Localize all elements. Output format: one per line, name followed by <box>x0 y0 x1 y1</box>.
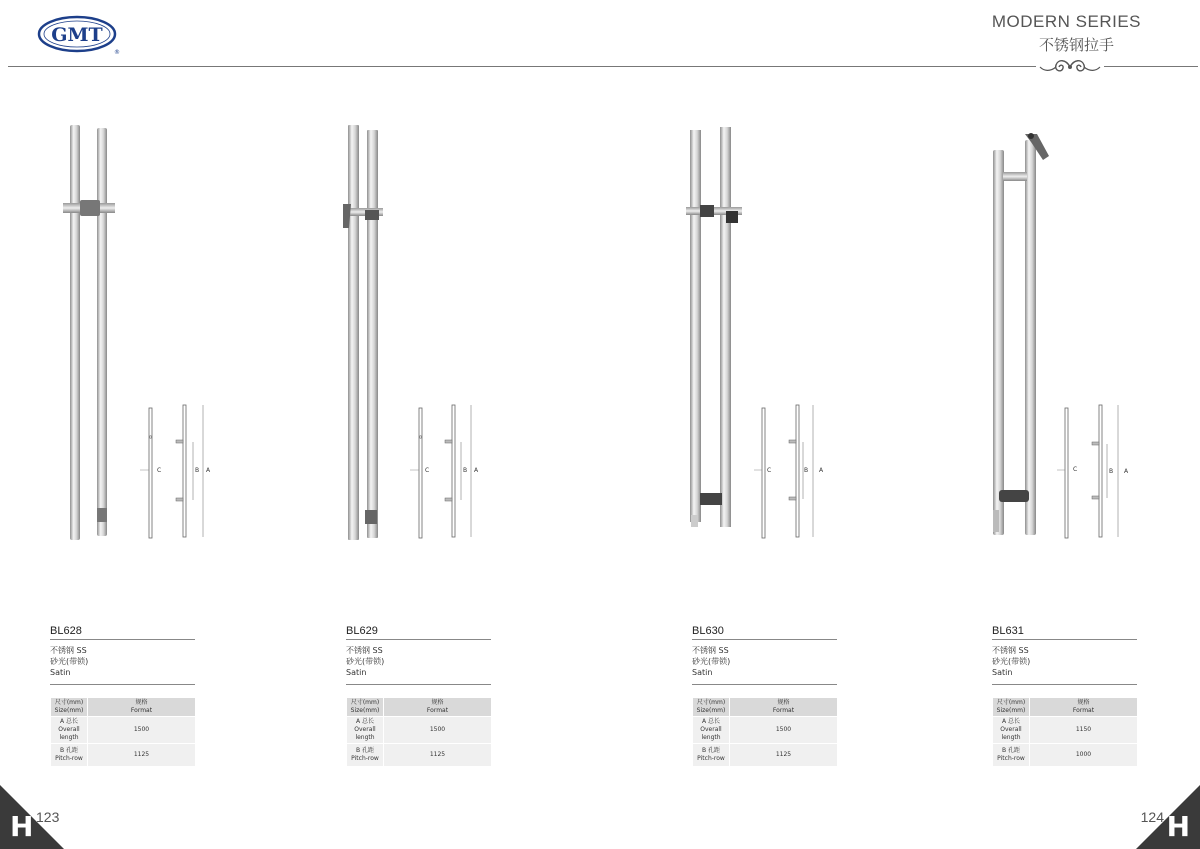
format-header-cn: 规格 <box>135 699 148 706</box>
info-divider <box>692 684 837 685</box>
info-divider <box>50 684 195 685</box>
b-value: 1125 <box>730 744 837 766</box>
size-header-cn: 尺寸(mm) <box>54 699 84 706</box>
table-header-row <box>347 698 491 716</box>
finish-cn-text: 砂光(带锁) <box>692 657 731 666</box>
format-header-en: Format <box>1072 707 1095 714</box>
diagram-label-b: B <box>463 467 468 474</box>
bl631-spec-table <box>992 697 1138 767</box>
product-code: BL628 <box>50 625 195 640</box>
b-label-cn: B 孔距 <box>1001 747 1021 754</box>
diagram-label-c: C <box>425 467 430 474</box>
diagram-label-b: B <box>1109 468 1114 475</box>
a-label-en: Overall length <box>1000 726 1022 741</box>
size-header-cn: 尺寸(mm) <box>350 699 380 706</box>
bl628-dimension-diagram <box>130 400 220 545</box>
a-value: 1500 <box>730 717 837 743</box>
b-value: 1000 <box>1030 744 1137 766</box>
table-row <box>993 717 1137 743</box>
diagram-label-c: C <box>157 467 162 474</box>
finish-en-text: Satin <box>50 668 71 677</box>
finish-en-text: Satin <box>346 668 367 677</box>
bl630-spec-table <box>692 697 838 767</box>
table-header-row <box>993 698 1137 716</box>
bl630-handle-image <box>680 125 750 530</box>
diagram-label-c: C <box>1073 466 1078 473</box>
bl628-info <box>50 625 195 685</box>
scroll-ornament-icon <box>1036 57 1104 77</box>
diagram-label-b: B <box>195 467 200 474</box>
logo-text: GMT <box>51 24 103 46</box>
finish-cn-text: 砂光(带锁) <box>992 657 1031 666</box>
b-label-en: Pitch-row <box>55 755 83 762</box>
page-number-right: 124 <box>1140 809 1164 825</box>
material-text: 不锈钢 SS <box>346 646 383 655</box>
table-row <box>347 717 491 743</box>
size-header-en: Size(mm) <box>996 707 1026 714</box>
b-label-en: Pitch-row <box>697 755 725 762</box>
table-row <box>693 717 837 743</box>
a-label-en: Overall length <box>700 726 722 741</box>
format-header-cn: 规格 <box>431 699 444 706</box>
product-code: BL631 <box>992 625 1137 640</box>
b-label-cn: B 孔距 <box>59 747 79 754</box>
diagram-label-a: A <box>206 467 211 474</box>
gmt-logo <box>37 14 121 56</box>
bl629-dimension-diagram <box>400 400 490 545</box>
size-header-en: Size(mm) <box>54 707 84 714</box>
finish-cn-text: 砂光(带锁) <box>50 657 89 666</box>
info-divider <box>992 684 1137 685</box>
series-title: MODERN SERIES <box>991 12 1141 31</box>
a-label-cn: A 总长 <box>355 718 374 725</box>
bl631-handle-image <box>985 130 1055 535</box>
b-label-cn: B 孔距 <box>701 747 721 754</box>
format-header-cn: 规格 <box>777 699 790 706</box>
size-header-cn: 尺寸(mm) <box>996 699 1026 706</box>
format-header-en: Format <box>772 707 795 714</box>
bl628-spec-table <box>50 697 196 767</box>
diagram-label-a: A <box>1124 468 1129 475</box>
format-header-cn: 规格 <box>1077 699 1090 706</box>
a-label-en: Overall length <box>354 726 376 741</box>
registered-mark: ® <box>114 49 120 56</box>
product-code: BL629 <box>346 625 491 640</box>
page-number-left: 123 <box>36 809 60 825</box>
finish-en-text: Satin <box>992 668 1013 677</box>
a-value: 1150 <box>1030 717 1137 743</box>
table-row <box>51 744 195 766</box>
material-text: 不锈钢 SS <box>50 646 87 655</box>
bl631-info <box>992 625 1137 685</box>
bl629-spec-table <box>346 697 492 767</box>
diagram-label-b: B <box>804 467 809 474</box>
diagram-label-a: A <box>474 467 479 474</box>
finish-en-text: Satin <box>692 668 713 677</box>
header-divider <box>8 66 1198 67</box>
size-header-cn: 尺寸(mm) <box>696 699 726 706</box>
b-label-en: Pitch-row <box>997 755 1025 762</box>
a-value: 1500 <box>384 717 491 743</box>
bl628-handle-image <box>55 120 125 545</box>
a-label-en: Overall length <box>58 726 80 741</box>
diagram-label-a: A <box>819 467 824 474</box>
bl630-info <box>692 625 837 685</box>
finish-cn-text: 砂光(带锁) <box>346 657 385 666</box>
material-text: 不锈钢 SS <box>992 646 1029 655</box>
bl630-dimension-diagram <box>742 400 832 545</box>
table-header-row <box>51 698 195 716</box>
material-text: 不锈钢 SS <box>692 646 729 655</box>
b-value: 1125 <box>384 744 491 766</box>
product-code: BL630 <box>692 625 837 640</box>
corner-letter-right: H <box>1166 810 1190 843</box>
bl631-dimension-diagram <box>1046 400 1136 545</box>
b-value: 1125 <box>88 744 195 766</box>
a-label-cn: A 总长 <box>701 718 720 725</box>
size-header-en: Size(mm) <box>350 707 380 714</box>
series-subtitle: 不锈钢拉手 <box>1038 36 1114 54</box>
bl629-handle-image <box>335 120 395 545</box>
table-row <box>51 717 195 743</box>
diagram-label-c: C <box>767 467 772 474</box>
bl629-info <box>346 625 491 685</box>
table-row <box>693 744 837 766</box>
info-divider <box>346 684 491 685</box>
table-row <box>347 744 491 766</box>
a-label-cn: A 总长 <box>1001 718 1020 725</box>
format-header-en: Format <box>426 707 449 714</box>
table-header-row <box>693 698 837 716</box>
b-label-en: Pitch-row <box>351 755 379 762</box>
a-value: 1500 <box>88 717 195 743</box>
table-row <box>993 744 1137 766</box>
a-label-cn: A 总长 <box>59 718 78 725</box>
format-header-en: Format <box>130 707 153 714</box>
b-label-cn: B 孔距 <box>355 747 375 754</box>
corner-letter-left: H <box>10 810 34 843</box>
size-header-en: Size(mm) <box>696 707 726 714</box>
